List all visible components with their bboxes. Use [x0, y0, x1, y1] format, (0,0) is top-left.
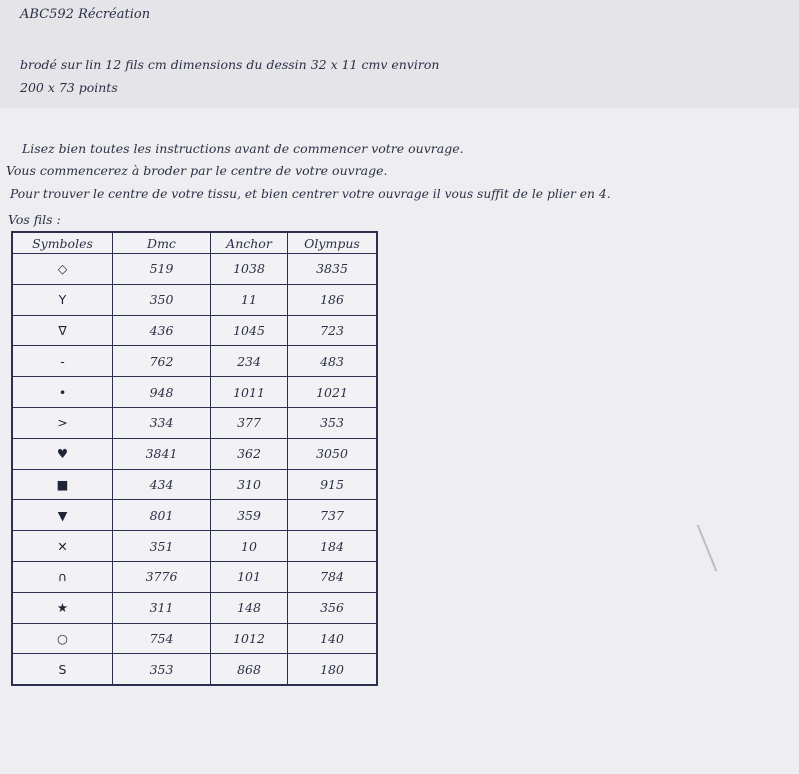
anchor-cell: 868 — [211, 654, 288, 685]
dmc-cell: 434 — [113, 469, 211, 500]
olympus-cell: 737 — [288, 500, 378, 531]
table-row — [12, 407, 377, 438]
olympus-cell: 3050 — [288, 438, 378, 469]
anchor-cell: 310 — [211, 469, 288, 500]
symbol-cell: S — [12, 654, 113, 685]
anchor-cell: 101 — [211, 561, 288, 592]
pattern-description: brodé sur lin 12 fils cm dimensions du dessin 32 x 11 cmv environ — [20, 57, 440, 72]
olympus-cell: 483 — [288, 346, 378, 377]
table-row — [12, 284, 377, 315]
pattern-points: 200 x 73 points — [20, 80, 118, 95]
table-header-row — [12, 232, 377, 254]
pattern-title: ABC592 Récréation — [20, 7, 151, 22]
symbol-cell: > — [12, 407, 113, 438]
dmc-cell: 3776 — [113, 561, 211, 592]
olympus-cell: 356 — [288, 592, 378, 623]
instruction-3: Pour trouver le centre de votre tissu, et bien centrer votre ouvrage il vous suffit de le plier en 4. — [10, 187, 611, 201]
instruction-2: Vous commencerez à broder par le centre de votre ouvrage. — [6, 163, 388, 178]
symbol-cell: - — [12, 346, 113, 377]
dmc-cell: 351 — [113, 531, 211, 562]
dmc-cell: 948 — [113, 377, 211, 408]
symbol-cell: ∇ — [12, 315, 113, 346]
olympus-cell: 140 — [288, 623, 378, 654]
table-row — [12, 254, 377, 285]
table-row — [12, 561, 377, 592]
anchor-cell: 11 — [211, 284, 288, 315]
header-dmc: Dmc — [113, 232, 211, 254]
symbol-cell: ✕ — [12, 531, 113, 562]
threads-label: Vos fils : — [8, 212, 61, 227]
anchor-cell: 234 — [211, 346, 288, 377]
symbol-cell: ■ — [12, 469, 113, 500]
table-row — [12, 438, 377, 469]
dmc-cell: 311 — [113, 592, 211, 623]
symbol-cell: ∩ — [12, 561, 113, 592]
header-anchor: Anchor — [211, 232, 288, 254]
symbol-cell: ★ — [12, 592, 113, 623]
anchor-cell: 359 — [211, 500, 288, 531]
table-row — [12, 469, 377, 500]
symbol-cell: ♥ — [12, 438, 113, 469]
olympus-cell: 915 — [288, 469, 378, 500]
dmc-cell: 801 — [113, 500, 211, 531]
dmc-cell: 3841 — [113, 438, 211, 469]
olympus-cell: 186 — [288, 284, 378, 315]
table-row — [12, 315, 377, 346]
olympus-cell: 180 — [288, 654, 378, 685]
table-row — [12, 531, 377, 562]
thread-table — [11, 231, 378, 686]
anchor-cell: 1045 — [211, 315, 288, 346]
header-olympus: Olympus — [288, 232, 378, 254]
dmc-cell: 334 — [113, 407, 211, 438]
anchor-cell: 1012 — [211, 623, 288, 654]
anchor-cell: 362 — [211, 438, 288, 469]
symbol-cell: • — [12, 377, 113, 408]
anchor-cell: 1038 — [211, 254, 288, 285]
header-symbols: Symboles — [12, 232, 113, 254]
symbol-cell: ○ — [12, 623, 113, 654]
olympus-cell: 784 — [288, 561, 378, 592]
olympus-cell: 3835 — [288, 254, 378, 285]
table-row — [12, 623, 377, 654]
table-row — [12, 654, 377, 685]
table-row — [12, 500, 377, 531]
anchor-cell: 377 — [211, 407, 288, 438]
symbol-cell: Y — [12, 284, 113, 315]
dmc-cell: 762 — [113, 346, 211, 377]
table-row — [12, 592, 377, 623]
symbol-cell: ▼ — [12, 500, 113, 531]
dmc-cell: 754 — [113, 623, 211, 654]
olympus-cell: 723 — [288, 315, 378, 346]
anchor-cell: 10 — [211, 531, 288, 562]
dmc-cell: 353 — [113, 654, 211, 685]
dmc-cell: 436 — [113, 315, 211, 346]
table-row — [12, 346, 377, 377]
table-row — [12, 377, 377, 408]
olympus-cell: 184 — [288, 531, 378, 562]
instruction-1: Lisez bien toutes les instructions avant de commencer votre ouvrage. — [22, 141, 464, 156]
symbol-cell: ◇ — [12, 254, 113, 285]
dmc-cell: 519 — [113, 254, 211, 285]
anchor-cell: 1011 — [211, 377, 288, 408]
dmc-cell: 350 — [113, 284, 211, 315]
olympus-cell: 353 — [288, 407, 378, 438]
anchor-cell: 148 — [211, 592, 288, 623]
olympus-cell: 1021 — [288, 377, 378, 408]
pencil-mark — [697, 524, 718, 571]
